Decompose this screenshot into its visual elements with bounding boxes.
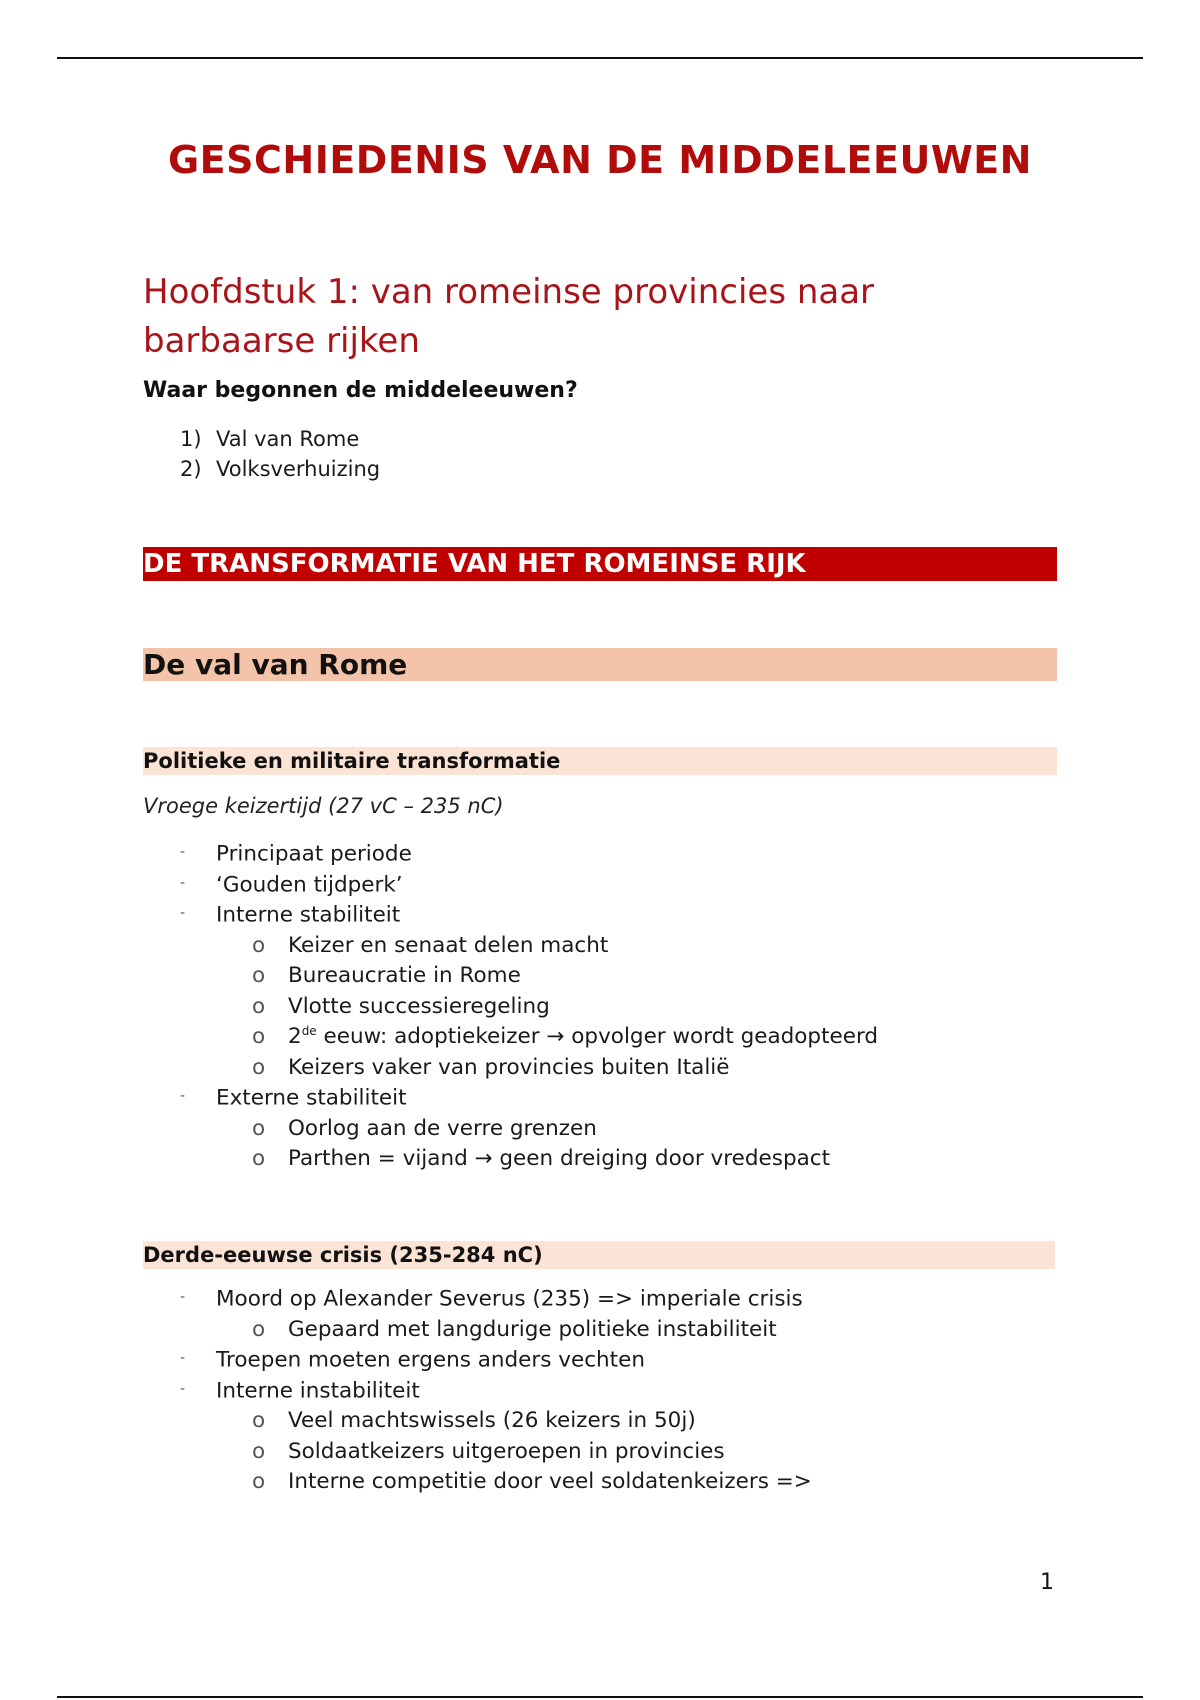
dash-bullet: - [180,1289,186,1305]
list-item [180,1345,812,1376]
early-empire-list [180,839,878,1175]
list-item [180,454,380,484]
circle-bullet: o [252,1054,266,1080]
circle-bullet: o [252,1146,266,1171]
document-title: GESCHIEDENIS VAN DE MIDDELEEUWEN [167,138,1032,182]
ordinal-suffix: de [301,1023,317,1038]
list-item-text: Interne instabiliteit [216,1377,420,1403]
circle-bullet: o [252,1408,266,1433]
list-item-text: Volksverhuizing [216,457,381,481]
list-item [180,1284,812,1315]
list-item [180,870,878,901]
crisis-list [180,1284,812,1498]
period-heading: Vroege keizertijd (27 vC – 235 nC) [143,794,504,818]
list-item-text: Soldaatkeizers uitgeroepen in provincies [288,1438,725,1464]
circle-bullet: o [252,1024,266,1049]
political-heading: Politieke en militaire transformatie [143,747,1057,775]
circle-bullet: o [252,1438,266,1464]
list-item-text: ‘Gouden tijdperk’ [216,871,403,897]
circle-bullet: o [252,1469,266,1494]
list-item-text: Val van Rome [216,427,360,451]
list-number: 1) [180,427,202,451]
subsection-heading: De val van Rome [143,648,1057,681]
dash-bullet: - [180,1088,186,1104]
dash-bullet: - [180,874,186,891]
sub-list-item [180,1053,878,1084]
sub-list-item [180,1437,812,1468]
list-item-text: Oorlog aan de verre grenzen [288,1115,597,1141]
list-item-text: Veel machtswissels (26 keizers in 50j) [288,1408,696,1433]
footer-rule [57,1696,1143,1698]
dash-bullet: - [180,1350,186,1366]
list-item-text: Keizers vaker van provincies buiten Italië [288,1054,730,1080]
crisis-heading: Derde-eeuwse crisis (235-284 nC) [143,1241,1055,1269]
list-item-text: Keizer en senaat delen macht [288,932,609,958]
list-item-text: Interne competitie door veel soldatenkeizers => [288,1469,812,1494]
question-heading: Waar begonnen de middeleeuwen? [143,378,578,403]
dash-bullet: - [180,844,186,860]
sub-list-item [180,992,878,1023]
sub-list-item [180,1144,878,1175]
list-item [180,424,380,454]
sub-list-item [180,1114,878,1145]
list-number: 2) [180,457,202,481]
circle-bullet: o [252,932,266,958]
chapter-heading: Hoofdstuk 1: van romeinse provincies naar barbaarse rijken [143,272,875,361]
sub-list-item [180,931,878,962]
header-rule [57,57,1143,59]
sub-list-item [180,1406,812,1437]
list-item-text: eeuw: adoptiekeizer → opvolger wordt geadopteerd [316,1024,879,1049]
sub-list-item [180,1022,878,1053]
page-number: 1 [1040,1570,1054,1595]
numbered-list [180,424,380,484]
list-item-text: Bureaucratie in Rome [288,963,521,988]
list-item-text: Troepen moeten ergens anders vechten [216,1347,645,1373]
dash-bullet: - [180,905,186,921]
list-item [180,839,878,870]
list-item [180,1376,812,1407]
ordinal-number: 2 [288,1024,302,1049]
list-item-text: Moord op Alexander Severus (235) => imperiale crisis [216,1286,803,1312]
list-item-text: Gepaard met langdurige politieke instabiliteit [288,1316,777,1342]
dash-bullet: - [180,1380,186,1397]
section-heading: DE TRANSFORMATIE VAN HET ROMEINSE RIJK [143,547,1057,581]
list-item-text: Interne stabiliteit [216,902,401,928]
list-item [180,900,878,931]
list-item-text: Principaat periode [216,841,412,867]
circle-bullet: o [252,993,266,1019]
list-item-text: Vlotte successieregeling [288,993,550,1019]
sub-list-item [180,1315,812,1346]
circle-bullet: o [252,963,266,988]
circle-bullet: o [252,1115,266,1141]
sub-list-item [180,961,878,992]
list-item-text: Parthen = vijand → geen dreiging door vredespact [288,1146,831,1171]
list-item-text: Externe stabiliteit [216,1085,407,1111]
sub-list-item [180,1467,812,1498]
list-item [180,1083,878,1114]
circle-bullet: o [252,1316,266,1342]
